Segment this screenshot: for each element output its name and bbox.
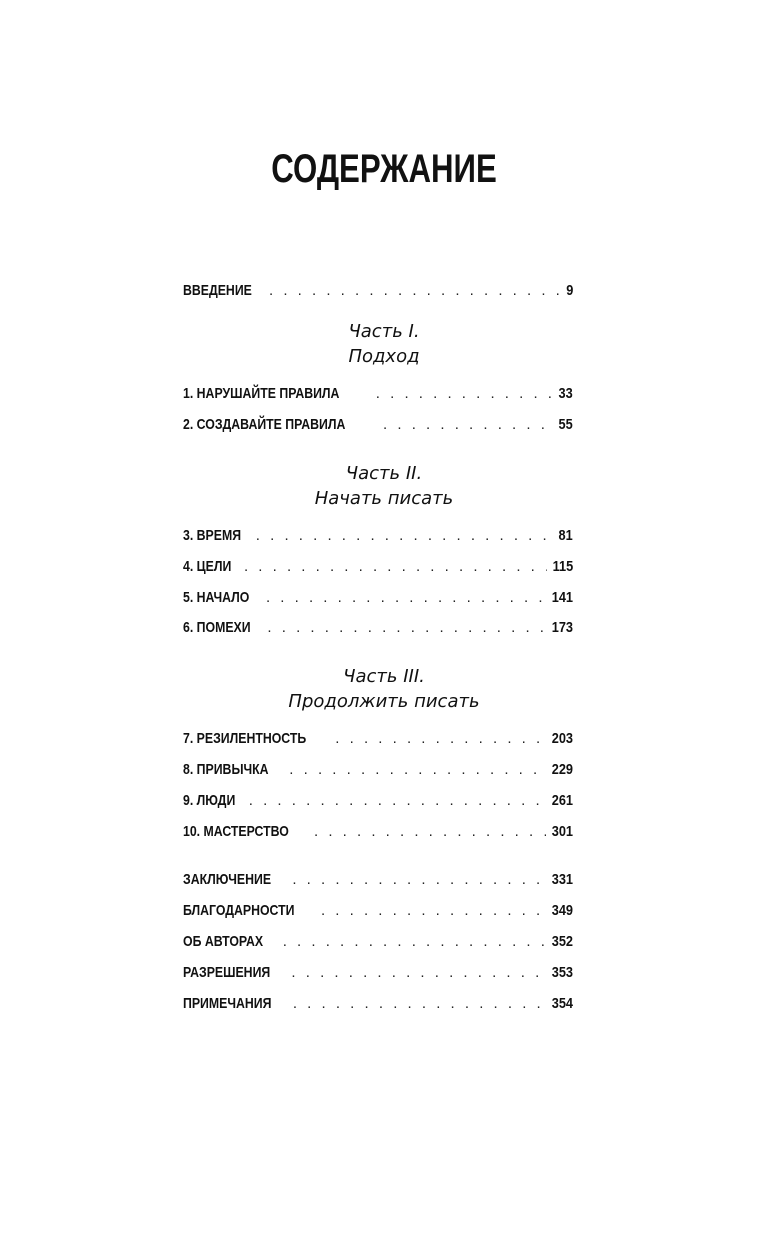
toc-entry-page: 353	[551, 964, 573, 981]
toc-entry[interactable]	[183, 587, 573, 609]
toc-entry-label: 5. НАЧАЛО	[183, 589, 250, 606]
part-heading: Часть I.	[348, 321, 420, 342]
toc-entry-label: 6. ПОМЕХИ	[183, 619, 251, 636]
toc-entry[interactable]	[183, 993, 573, 1015]
toc-entry-label: 3. ВРЕМЯ	[183, 527, 242, 544]
toc-entry-label: 2. СОЗДАВАЙТЕ ПРАВИЛА	[183, 416, 346, 433]
toc-entry-page: 9	[565, 282, 573, 299]
toc-entry-label: ПРИМЕЧАНИЯ	[183, 995, 272, 1012]
toc-entry-label: ЗАКЛЮЧЕНИЕ	[183, 871, 272, 888]
dot-leader	[266, 587, 546, 609]
dot-leader	[383, 414, 554, 436]
part-heading: Часть III.	[343, 666, 425, 687]
dot-leader	[291, 962, 546, 984]
toc-entry-label: 4. ЦЕЛИ	[183, 558, 232, 575]
toc-entry[interactable]	[183, 383, 573, 405]
toc-entry-page: 33	[558, 385, 573, 402]
page-title: СОДЕРЖАНИЕ	[271, 147, 497, 191]
dot-leader	[289, 759, 546, 781]
toc-entry-label: 9. ЛЮДИ	[183, 792, 236, 809]
part-subtitle: Продолжить писать	[288, 691, 480, 712]
toc-entry-label: РАЗРЕШЕНИЯ	[183, 964, 271, 981]
toc-entry[interactable]	[183, 414, 573, 436]
toc-entry[interactable]	[183, 962, 573, 984]
toc-entry[interactable]	[183, 869, 573, 891]
toc-entry[interactable]	[183, 617, 573, 639]
toc-entry-page: 301	[551, 823, 573, 840]
toc-entry[interactable]	[183, 556, 573, 578]
dot-leader	[267, 617, 546, 639]
part-heading: Часть II.	[345, 463, 423, 484]
toc-entry[interactable]	[183, 790, 573, 812]
toc-entry-label: ВВЕДЕНИЕ	[183, 282, 252, 299]
toc-entry-page: 141	[551, 589, 573, 606]
toc-entry-page: 203	[551, 730, 573, 747]
dot-leader	[314, 821, 546, 843]
toc-entry-page: 261	[551, 792, 573, 809]
toc-entry-page: 229	[551, 761, 573, 778]
dot-leader	[244, 556, 547, 578]
toc-entry[interactable]	[183, 900, 573, 922]
dot-leader	[376, 383, 555, 405]
toc-entry-intro[interactable]	[183, 280, 573, 302]
toc-entry-page: 354	[551, 995, 573, 1012]
part-subtitle: Начать писать	[314, 488, 454, 509]
toc-entry-label: 7. РЕЗИЛЕНТНОСТЬ	[183, 730, 307, 747]
toc-entry-label: БЛАГОДАРНОСТИ	[183, 902, 295, 919]
toc-entry[interactable]	[183, 821, 573, 843]
toc-entry-label: 10. МАСТЕРСТВО	[183, 823, 289, 840]
toc-entry[interactable]	[183, 525, 573, 547]
toc-entry-page: 331	[551, 871, 573, 888]
dot-leader	[293, 993, 546, 1015]
dot-leader	[283, 931, 546, 953]
toc-entry-page: 55	[558, 416, 573, 433]
dot-leader	[256, 525, 555, 547]
toc-entry-page: 115	[552, 558, 573, 575]
dot-leader	[292, 869, 546, 891]
dot-leader	[269, 280, 563, 302]
toc-entry-page: 352	[551, 933, 573, 950]
toc-entry-page: 173	[551, 619, 573, 636]
toc-entry-label: 1. НАРУШАЙТЕ ПРАВИЛА	[183, 385, 340, 402]
toc-entry[interactable]	[183, 759, 573, 781]
toc-entry[interactable]	[183, 931, 573, 953]
dot-leader	[321, 900, 546, 922]
part-subtitle: Подход	[348, 346, 420, 367]
toc-entry[interactable]	[183, 728, 573, 750]
toc-entry-page: 349	[551, 902, 573, 919]
toc-entry-label: 8. ПРИВЫЧКА	[183, 761, 269, 778]
dot-leader	[249, 790, 546, 812]
toc-entry-label: ОБ АВТОРАХ	[183, 933, 264, 950]
toc-entry-page: 81	[558, 527, 573, 544]
dot-leader	[335, 728, 546, 750]
